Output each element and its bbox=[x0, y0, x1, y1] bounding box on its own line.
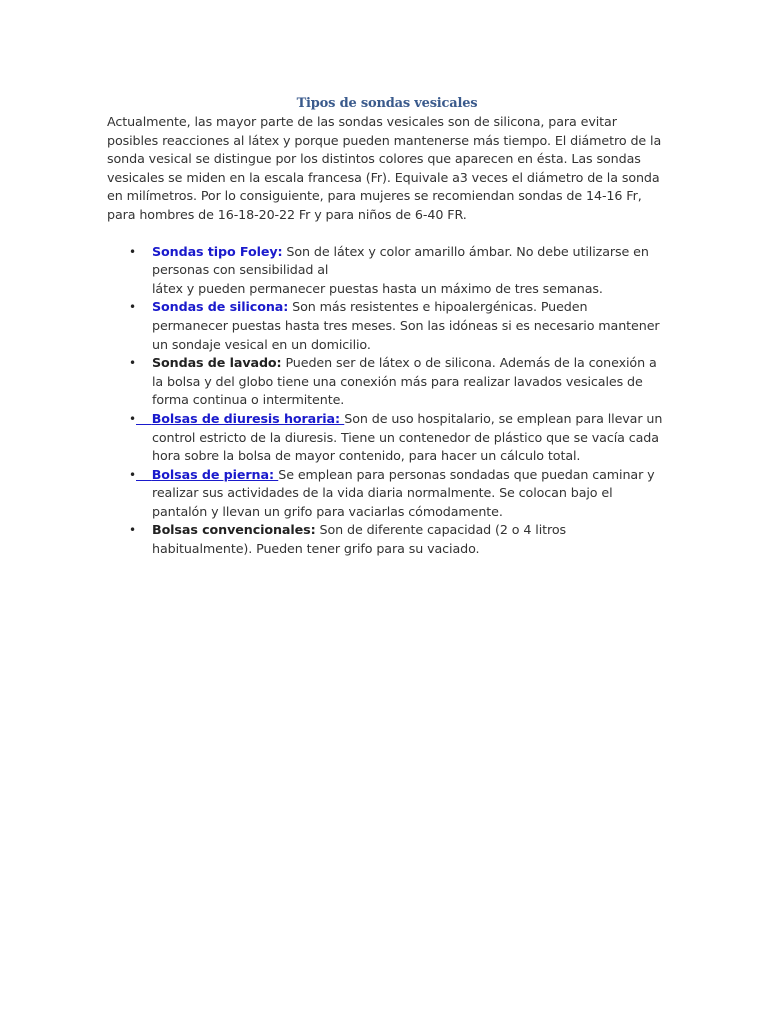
item-text: Se emplean para personas sondadas que puedan caminar y realizar sus actividades de la vida diaria normalmente. Se colocan bajo el pantalón y llevan un grifo para vaciarlas cómodamente. bbox=[152, 466, 655, 519]
bullet-icon: • bbox=[129, 356, 136, 371]
term-silicona[interactable]: Sondas de silicona: bbox=[152, 299, 289, 315]
bullet-icon: • bbox=[129, 300, 136, 315]
link-underline-lead bbox=[136, 467, 152, 482]
list-item-silicona bbox=[107, 298, 667, 354]
list-item-convencionales bbox=[107, 521, 667, 558]
bullet-icon: • bbox=[129, 244, 136, 259]
term-foley[interactable]: Sondas tipo Foley: bbox=[152, 243, 283, 259]
term-convencionales: Bolsas convencionales: bbox=[152, 522, 316, 538]
intro-paragraph: Actualmente, las mayor parte de las sondas vesicales son de silicona, para evitar posibles reacciones al látex y porque pueden mantenerse más tiempo. El diámetro de la sonda vesical se distingue por los distintos colores que aparecen en ésta. Las sondas vesicales se miden en la escala francesa (Fr). Equivale a3 veces el diámetro de la sonda en milímetros. Por lo consiguiente, para mujeres se recomiendan sondas de 14-16 Fr, para hombres de 16-18-20-22 Fr y para niños de 6-40 FR. bbox=[107, 114, 662, 222]
bullet-icon: • bbox=[129, 411, 136, 426]
item-text: Son de látex y color amarillo ámbar. No debe utilizarse en personas con sensibilidad al bbox=[152, 243, 649, 278]
catheter-types-list bbox=[107, 243, 667, 559]
term-lavado: Sondas de lavado: bbox=[152, 355, 282, 371]
item-text-continued: látex y pueden permanecer puestas hasta un máximo de tres semanas. bbox=[152, 280, 603, 296]
list-item-lavado bbox=[107, 354, 667, 410]
list-item-foley bbox=[107, 243, 667, 299]
bullet-icon: • bbox=[129, 523, 136, 538]
bullet-icon: • bbox=[129, 467, 136, 482]
item-text: Pueden ser de látex o de silicona. Además de la conexión a la bolsa y del globo tiene una conexión más para realizar lavados vesicales de forma continua o intermitente. bbox=[152, 355, 657, 408]
list-item-pierna bbox=[107, 466, 667, 522]
document-page bbox=[107, 94, 667, 559]
item-text: Son de diferente capacidad (2 o 4 litros habitualmente). Pueden tener grifo para su vaciado. bbox=[152, 522, 567, 557]
term-diuresis-link[interactable]: Bolsas de diuresis horaria: bbox=[151, 410, 345, 426]
list-item-diuresis bbox=[107, 410, 667, 466]
item-text: Son más resistentes e hipoalergénicas. Pueden permanecer puestas hasta tres meses. Son las idóneas si es necesario mantener un sondaje vesical en un domicilio. bbox=[152, 299, 660, 352]
document-title: Tipos de sondas vesicales bbox=[296, 96, 478, 111]
term-pierna-link[interactable]: Bolsas de pierna: bbox=[151, 466, 279, 482]
link-underline-lead bbox=[136, 411, 152, 426]
item-text: Son de uso hospitalario, se emplean para llevar un control estricto de la diuresis. Tiene un contenedor de plástico que se vacía cada hora sobre la bolsa de mayor contenido, para hacer un cálculo total. bbox=[152, 410, 663, 464]
